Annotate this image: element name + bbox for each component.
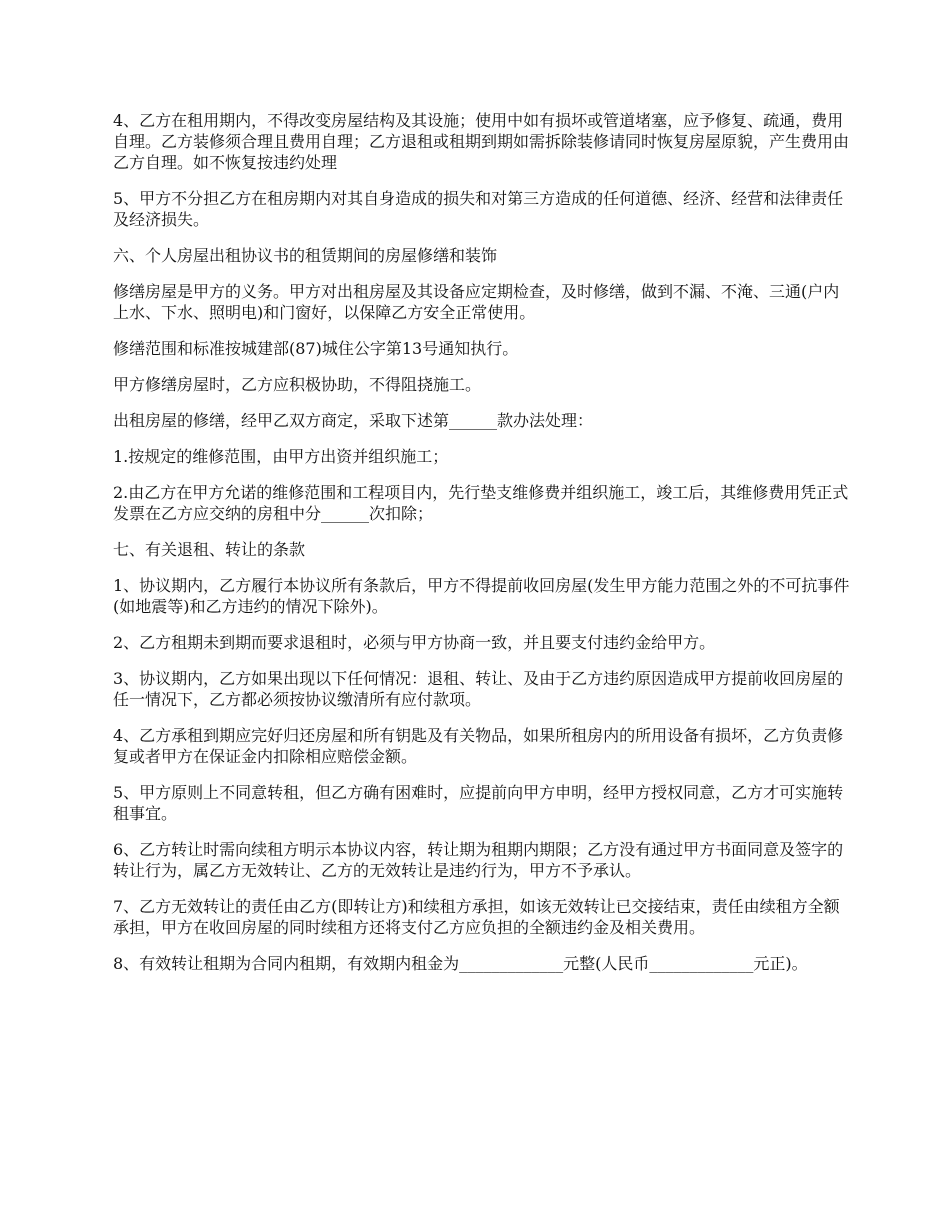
clause-paragraph: 2.由乙方在甲方允诺的维修范围和工程项目内，先行垫支维修费并组织施工，竣工后，其维修费用凭正式发票在乙方应交纳的房租中分______次扣除； [113, 483, 849, 523]
clause-paragraph: 3、协议期内，乙方如果出现以下任何情况：退租、转让、及由于乙方违约原因造成甲方提前收回房屋的任一情况下，乙方都必须按协议缴清所有应付款项。 [113, 669, 844, 709]
section-heading: 六、个人房屋出租协议书的租赁期间的房屋修缮和装饰 [113, 246, 498, 265]
document-body [113, 110, 850, 989]
clause-paragraph: 5、甲方不分担乙方在租房期内对其自身造成的损失和对第三方造成的任何道德、经济、经营和法律责任及经济损失。 [113, 189, 844, 229]
clause-paragraph: 1、协议期内，乙方履行本协议所有条款后，甲方不得提前收回房屋(发生甲方能力范围之外的不可抗事件(如地震等)和乙方违约的情况下除外)。 [113, 576, 850, 616]
clause-paragraph: 6、乙方转让时需向续租方明示本协议内容，转让期为租期内期限；乙方没有通过甲方书面同意及签字的转让行为，属乙方无效转让、乙方的无效转让是违约行为，甲方不予承认。 [113, 840, 844, 880]
clause-paragraph: 1.按规定的维修范围，由甲方出资并组织施工； [113, 447, 449, 466]
clause-paragraph: 5、甲方原则上不同意转租，但乙方确有困难时，应提前向甲方申明，经甲方授权同意，乙方才可实施转租事宜。 [113, 783, 844, 823]
clause-paragraph: 4、乙方承租到期应完好归还房屋和所有钥匙及有关物品，如果所租房内的所用设备有损坏，乙方负责修复或者甲方在保证金内扣除相应赔偿金额。 [113, 726, 844, 766]
clause-paragraph: 甲方修缮房屋时，乙方应积极协助，不得阻挠施工。 [113, 375, 482, 394]
clause-paragraph: 8、有效转让租期为合同内租期，有效期内租金为_____________元整(人民币_____________元正)。 [113, 954, 808, 973]
clause-paragraph: 出租房屋的修缮，经甲乙双方商定，采取下述第______款办法处理： [113, 411, 594, 430]
clause-paragraph: 4、乙方在租用期内，不得改变房屋结构及其设施；使用中如有损坏或管道堵塞，应予修复、疏通，费用自理。乙方装修须合理且费用自理；乙方退租或租期到期如需拆除装修请同时恢复房屋原貌，产生费用由乙方自理。如不恢复按违约处理 [113, 111, 850, 172]
clause-paragraph: 7、乙方无效转让的责任由乙方(即转让方)和续租方承担，如该无效转让已交接结束，责任由续租方全额承担，甲方在收回房屋的同时续租方还将支付乙方应负担的全额违约金及相关费用。 [113, 897, 840, 937]
section-heading: 七、有关退租、转让的条款 [113, 540, 306, 559]
clause-paragraph: 2、乙方租期未到期而要求退租时，必须与甲方协商一致，并且要支付违约金给甲方。 [113, 633, 716, 652]
clause-paragraph: 修缮范围和标准按城建部(87)城住公字第13号通知执行。 [113, 339, 519, 358]
clause-paragraph: 修缮房屋是甲方的义务。甲方对出租房屋及其设备应定期检查，及时修缮，做到不漏、不淹、三通(户内上水、下水、照明电)和门窗好，以保障乙方安全正常使用。 [113, 282, 840, 322]
